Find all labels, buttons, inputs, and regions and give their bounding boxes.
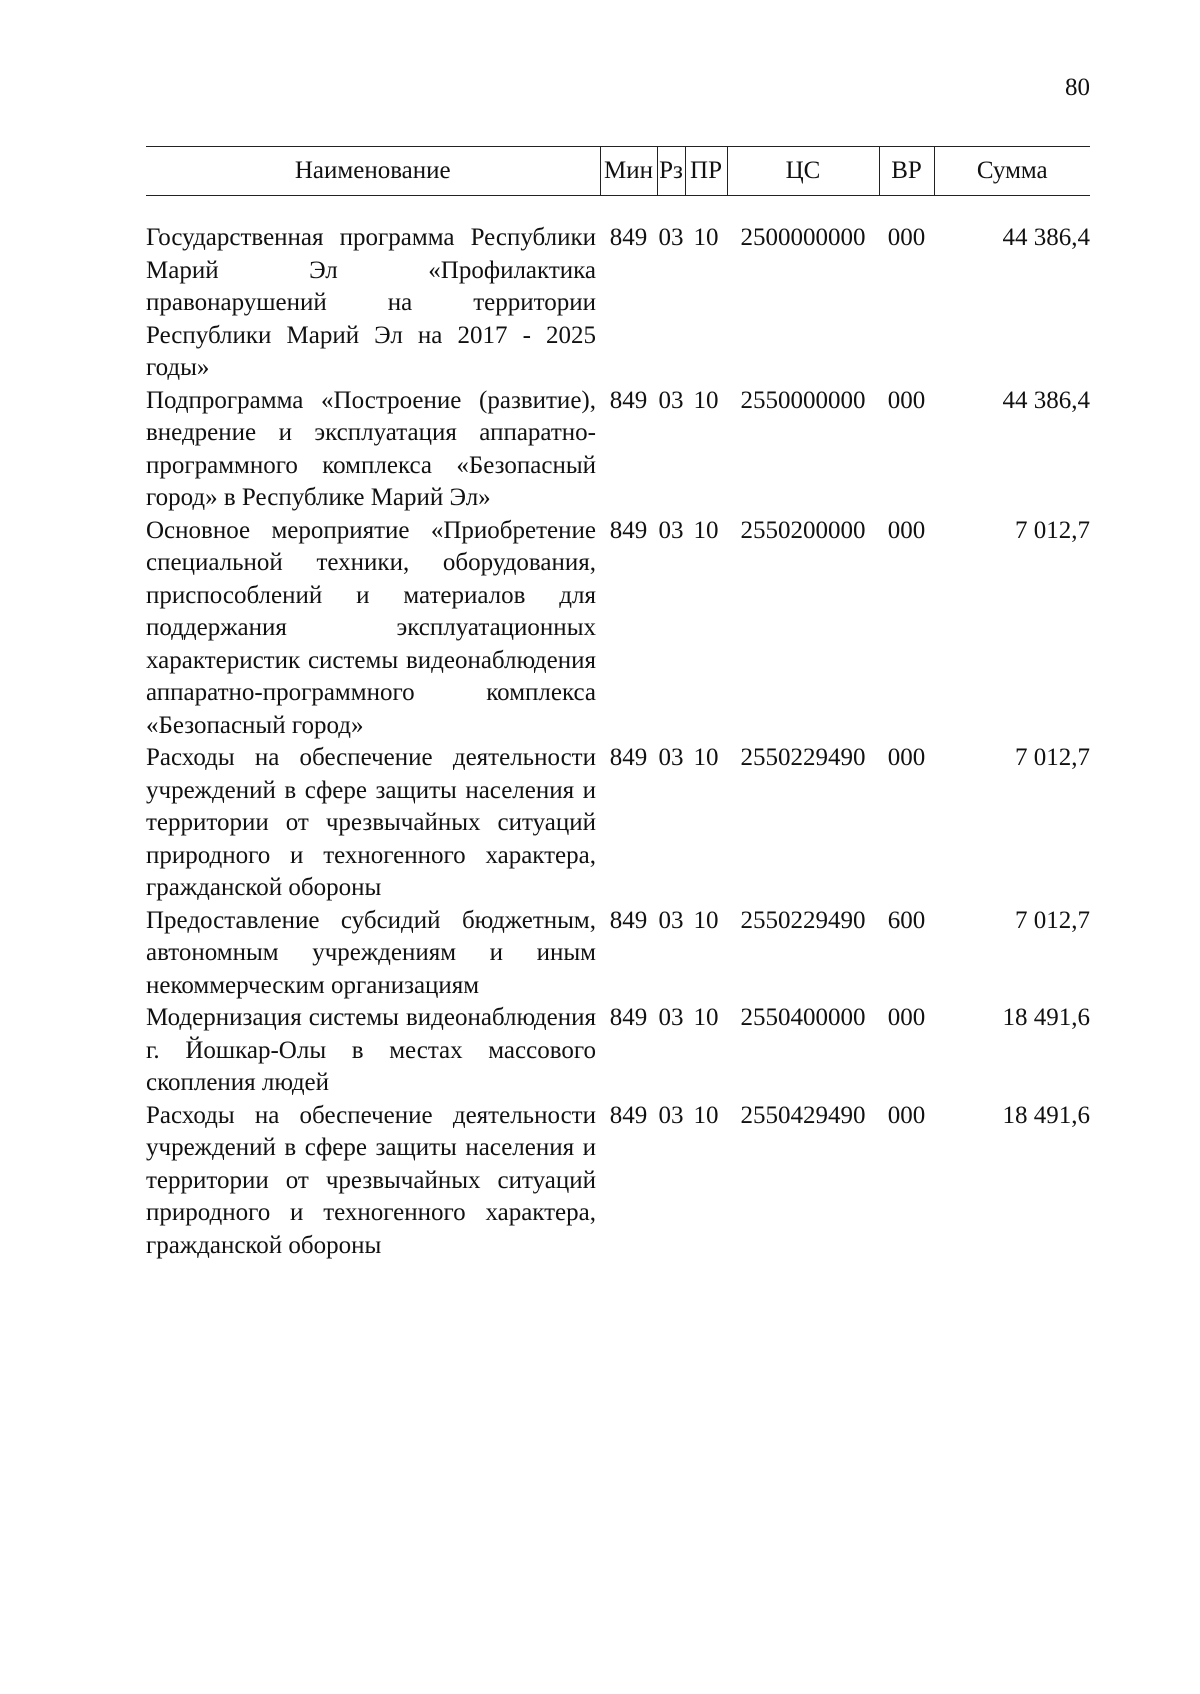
row-vr: 000 bbox=[887, 1101, 926, 1129]
row-cs: 2550429490 bbox=[740, 1101, 866, 1129]
row-rz: 03 bbox=[658, 1004, 684, 1031]
table-row bbox=[146, 905, 1090, 1003]
row-min: 849 bbox=[609, 516, 648, 544]
row-sum: 44 386,4 bbox=[1002, 386, 1090, 414]
header-sum: Сумма bbox=[934, 147, 1090, 196]
row-name: Модернизация системы видеонаблюдения г. Йошкар-Олы в местах массового скопления людей bbox=[146, 1004, 596, 1096]
row-sum: 18 491,6 bbox=[1002, 1004, 1090, 1031]
row-min: 849 bbox=[609, 744, 648, 771]
header-vr: ВР bbox=[879, 147, 934, 196]
budget-table bbox=[146, 146, 1090, 1262]
page-number: 80 bbox=[1065, 74, 1090, 101]
row-rz: 03 bbox=[658, 744, 684, 771]
row-cs: 2550000000 bbox=[740, 386, 866, 414]
row-vr: 600 bbox=[887, 906, 926, 934]
header-rz: Рз bbox=[657, 147, 685, 196]
row-sum: 18 491,6 bbox=[1002, 1101, 1090, 1129]
header-spacer bbox=[146, 196, 1090, 223]
row-vr: 000 bbox=[887, 516, 926, 544]
row-sum: 7 012,7 bbox=[1015, 516, 1090, 544]
row-rz: 03 bbox=[658, 224, 684, 251]
row-cs: 2550229490 bbox=[740, 906, 866, 934]
row-rz: 03 bbox=[658, 1101, 684, 1129]
table-row bbox=[146, 742, 1090, 905]
row-name: Основное мероприятие «Приобретение специальной техники, оборудования, приспособлений и материалов для поддержания эксплуатационных характеристик системы видеонаблюдения аппаратно-программного комплекса «Безопасный город» bbox=[146, 516, 596, 739]
row-pr: 10 bbox=[693, 386, 719, 414]
row-name: Подпрограмма «Построение (развитие), внедрение и эксплуатация аппаратно-программного комплекса «Безопасный город» в Республике Марий Эл» bbox=[146, 386, 596, 511]
header-pr: ПР bbox=[685, 147, 727, 196]
row-vr: 000 bbox=[887, 224, 926, 251]
row-min: 849 bbox=[609, 906, 648, 934]
row-cs: 2550200000 bbox=[740, 516, 866, 544]
row-pr: 10 bbox=[693, 1101, 719, 1129]
row-name: Предоставление субсидий бюджетным, автономным учреждениям и иным некоммерческим организациям bbox=[146, 906, 596, 999]
row-rz: 03 bbox=[658, 386, 684, 414]
row-vr: 000 bbox=[887, 1004, 926, 1031]
row-cs: 2550400000 bbox=[740, 1004, 866, 1031]
row-min: 849 bbox=[609, 224, 648, 251]
row-pr: 10 bbox=[693, 224, 719, 251]
row-sum: 44 386,4 bbox=[1002, 224, 1090, 251]
table-header-row bbox=[146, 147, 1090, 196]
row-rz: 03 bbox=[658, 906, 684, 934]
row-rz: 03 bbox=[658, 516, 684, 544]
row-cs: 2500000000 bbox=[740, 224, 866, 251]
row-pr: 10 bbox=[693, 516, 719, 544]
row-pr: 10 bbox=[693, 744, 719, 771]
row-sum: 7 012,7 bbox=[1015, 744, 1090, 771]
row-sum: 7 012,7 bbox=[1015, 906, 1090, 934]
header-name: Наименование bbox=[146, 147, 600, 196]
row-cs: 2550229490 bbox=[740, 744, 866, 771]
row-pr: 10 bbox=[693, 1004, 719, 1031]
row-min: 849 bbox=[609, 1101, 648, 1129]
row-name: Государственная программа Республики Марий Эл «Профилактика правонарушений на территории Республики Марий Эл на 2017 - 2025 годы» bbox=[146, 224, 596, 381]
row-name: Расходы на обеспечение деятельности учреждений в сфере защиты населения и территории от чрезвычайных ситуаций природного и техногенного характера, гражданской обороны bbox=[146, 1101, 596, 1259]
header-min: Мин bbox=[600, 147, 657, 196]
row-min: 849 bbox=[609, 1004, 648, 1031]
row-min: 849 bbox=[609, 386, 648, 414]
row-name: Расходы на обеспечение деятельности учреждений в сфере защиты населения и территории от чрезвычайных ситуаций природного и техногенного характера, гражданской обороны bbox=[146, 744, 596, 901]
table-row bbox=[146, 515, 1090, 743]
row-pr: 10 bbox=[693, 906, 719, 934]
table-row bbox=[146, 222, 1090, 385]
table-row bbox=[146, 1100, 1090, 1263]
table-row bbox=[146, 1002, 1090, 1100]
header-cs: ЦС bbox=[727, 147, 879, 196]
row-vr: 000 bbox=[887, 386, 926, 414]
table-row bbox=[146, 385, 1090, 515]
row-vr: 000 bbox=[887, 744, 926, 771]
